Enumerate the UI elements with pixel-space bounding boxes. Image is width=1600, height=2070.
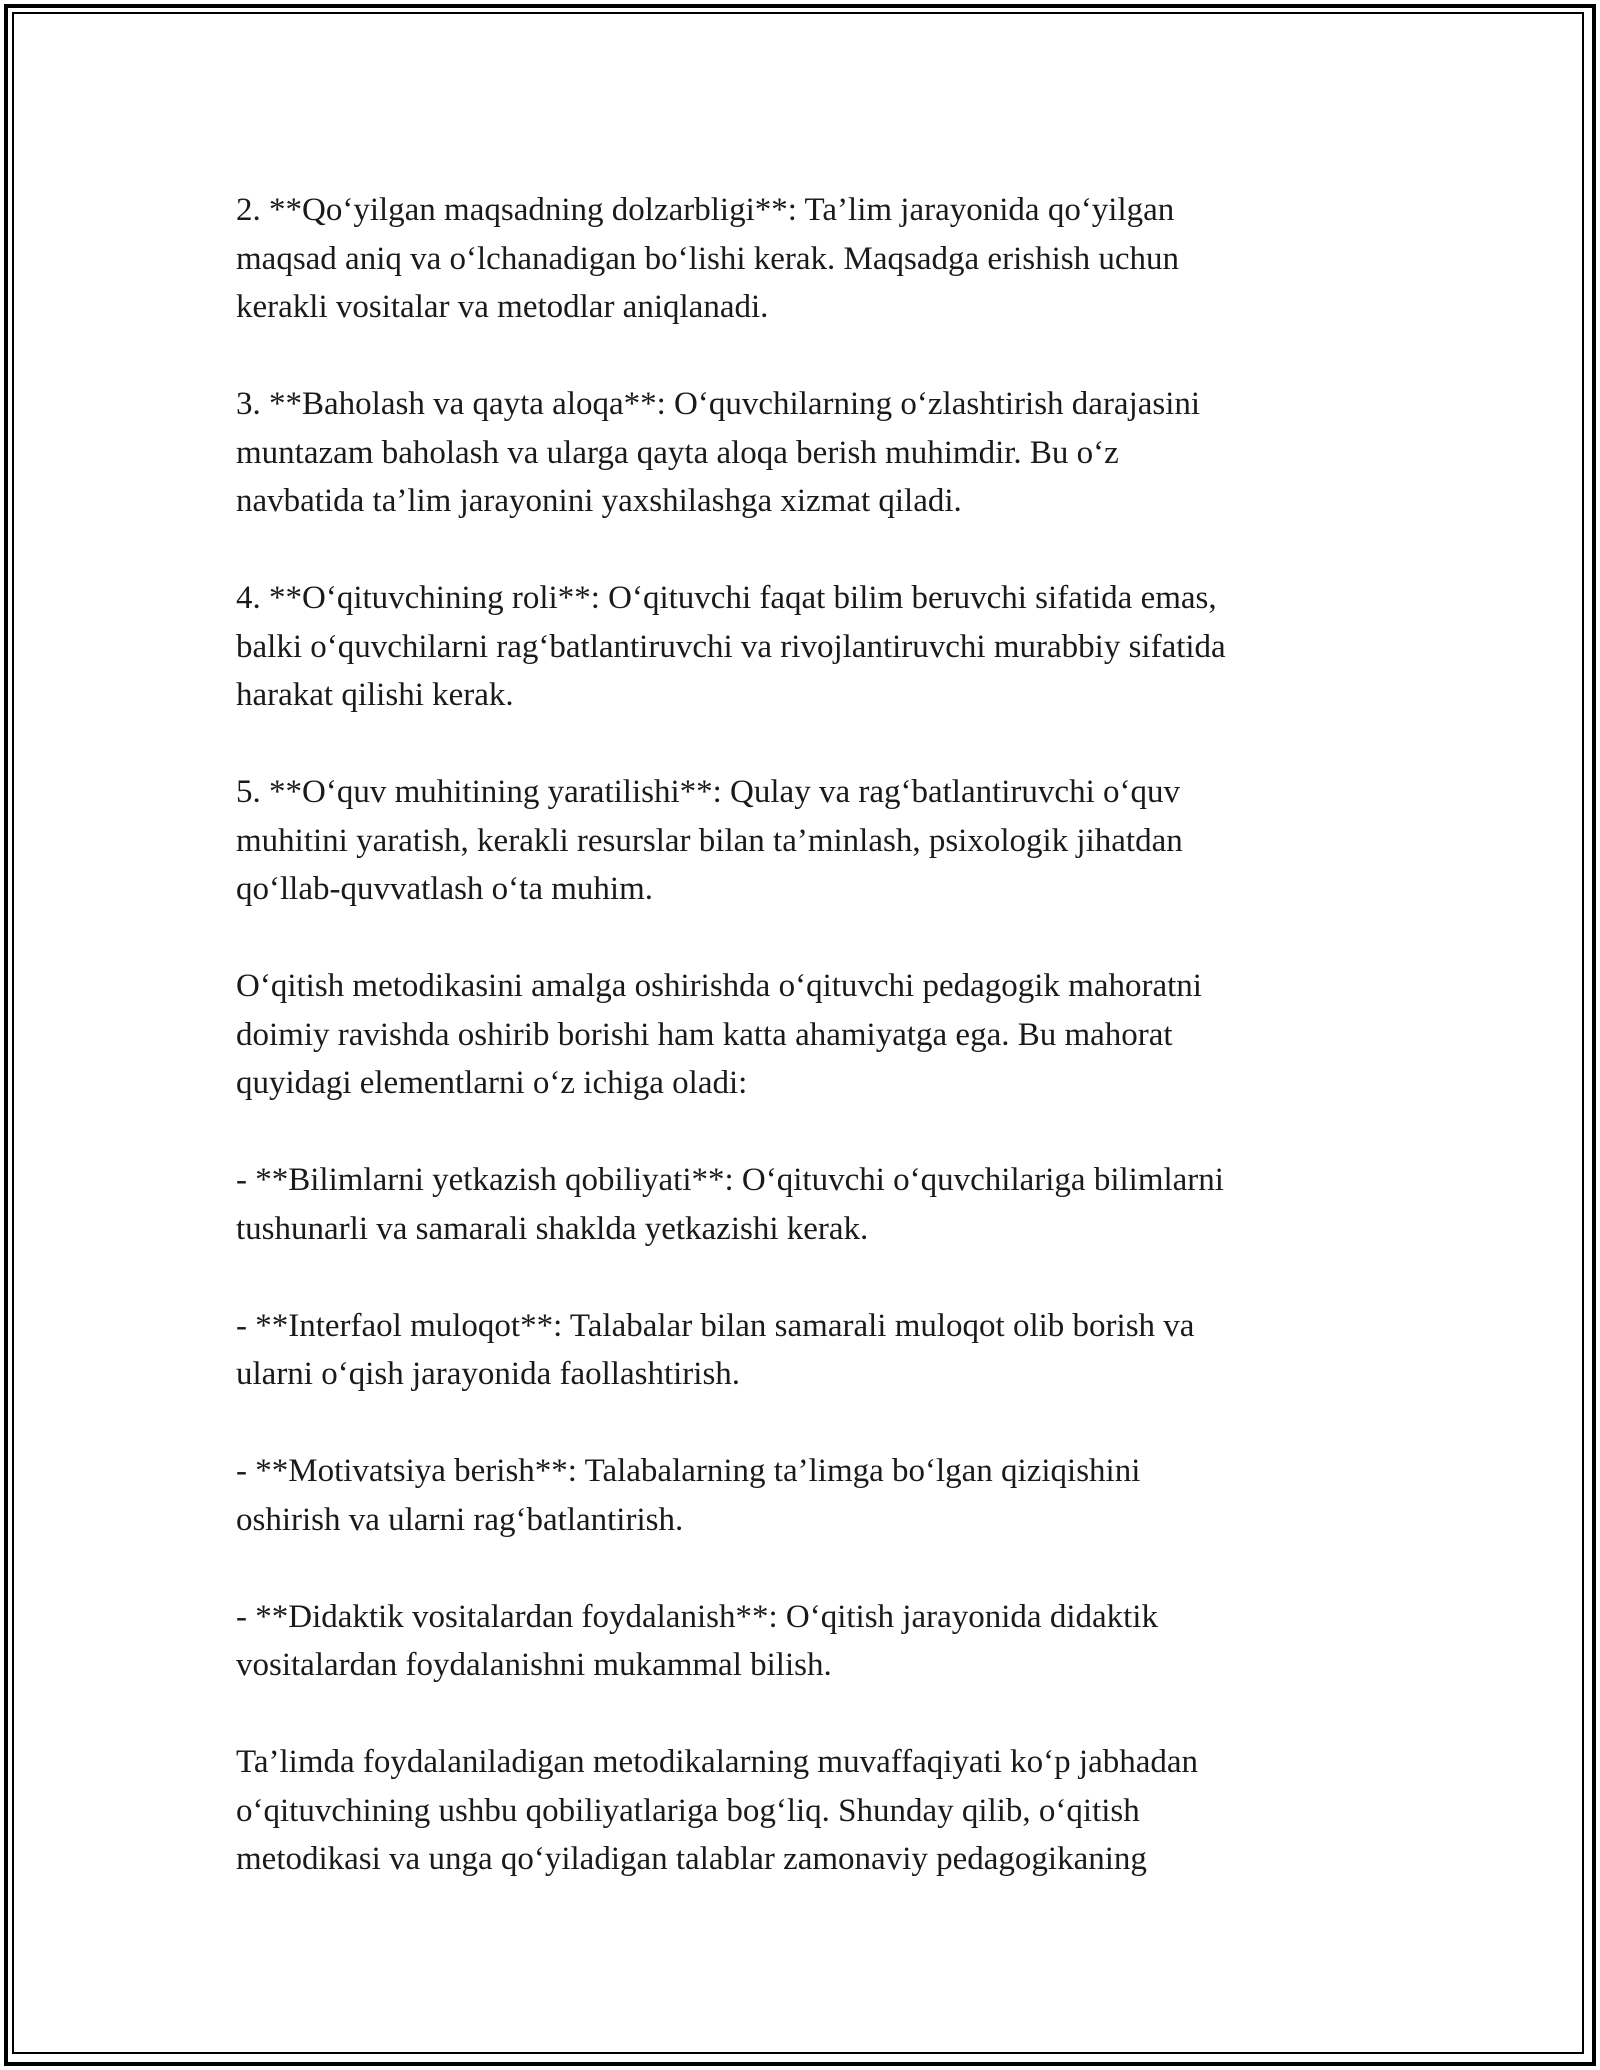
text-line: ularni o‘qish jarayonida faollashtirish. [236,1356,741,1392]
text-line: tushunarli va samarali shaklda yetkazishi kerak. [236,1210,869,1247]
text-line: 3. **Baholash va qayta aloqa**: O‘quvchilarning o‘zlashtirish darajasini [236,386,1201,422]
paragraph-item-5 [236,768,1376,914]
bullet-item-interactive-communication [236,1302,1376,1399]
paragraph-intro-skills [236,962,1376,1108]
text-line: - **Interfaol muloqot**: Talabalar bilan samarali muloqot olib borish va [236,1307,1195,1344]
text-line: 4. **O‘qituvchining roli**: O‘qituvchi faqat bilim beruvchi sifatida emas, [236,580,1217,616]
text-line: - **Motivatsiya berish**: Talabalarning ta’limga bo‘lgan qiziqishini [236,1453,1141,1489]
text-line: doimiy ravishda oshirib borishi ham katta ahamiyatga ega. Bu mahorat [236,1016,1173,1053]
paragraph-item-2 [236,186,1376,332]
paragraph-item-3 [236,380,1376,526]
text-line: quyidagi elementlarni o‘z ichiga oladi: [236,1065,748,1101]
text-line: - **Bilimlarni yetkazish qobiliyati**: O‘qituvchi o‘quvchilariga bilimlarni [236,1162,1224,1198]
text-line: oshirish va ularni rag‘batlantirish. [236,1501,684,1538]
text-line: o‘qituvchining ushbu qobiliyatlariga bog‘liq. Shunday qilib, o‘qitish [236,1792,1140,1829]
paragraph-item-4 [236,574,1376,720]
text-line: O‘qitish metodikasini amalga oshirishda o‘qituvchi pedagogik mahoratni [236,968,1202,1004]
bullet-item-knowledge-delivery [236,1156,1376,1253]
text-line: 2. **Qo‘yilgan maqsadning dolzarbligi**: Ta’lim jarayonida qo‘yilgan [236,192,1175,228]
document-body [236,186,1376,1932]
bullet-item-motivation [236,1447,1376,1544]
text-line: qo‘llab-quvvatlash o‘ta muhim. [236,871,653,907]
paragraph-conclusion [236,1738,1376,1884]
text-line: kerakli vositalar va metodlar aniqlanadi. [236,289,769,325]
text-line: muhitini yaratish, kerakli resurslar bilan ta’minlash, psixologik jihatdan [236,822,1183,859]
text-line: harakat qilishi kerak. [236,677,514,713]
text-line: maqsad aniq va o‘lchanadigan bo‘lishi kerak. Maqsadga erishish uchun [236,240,1179,277]
text-line: muntazam baholash va ularga qayta aloqa berish muhimdir. Bu o‘z [236,434,1119,471]
text-line: - **Didaktik vositalardan foydalanish**: O‘qitish jarayonida didaktik [236,1598,1158,1635]
text-line: Ta’limda foydalaniladigan metodikalarning muvaffaqiyati ko‘p jabhadan [236,1744,1199,1780]
text-line: vositalardan foydalanishni mukammal bilish. [236,1647,832,1683]
bullet-item-didactic-tools [236,1593,1376,1690]
text-line: metodikasi va unga qo‘yiladigan talablar zamonaviy pedagogikaning [236,1841,1147,1877]
text-line: navbatida ta’lim jarayonini yaxshilashga xizmat qiladi. [236,483,962,519]
text-line: 5. **O‘quv muhitining yaratilishi**: Qulay va rag‘batlantiruvchi o‘quv [236,774,1180,810]
text-line: balki o‘quvchilarni rag‘batlantiruvchi va rivojlantiruvchi murabbiy sifatida [236,628,1226,665]
